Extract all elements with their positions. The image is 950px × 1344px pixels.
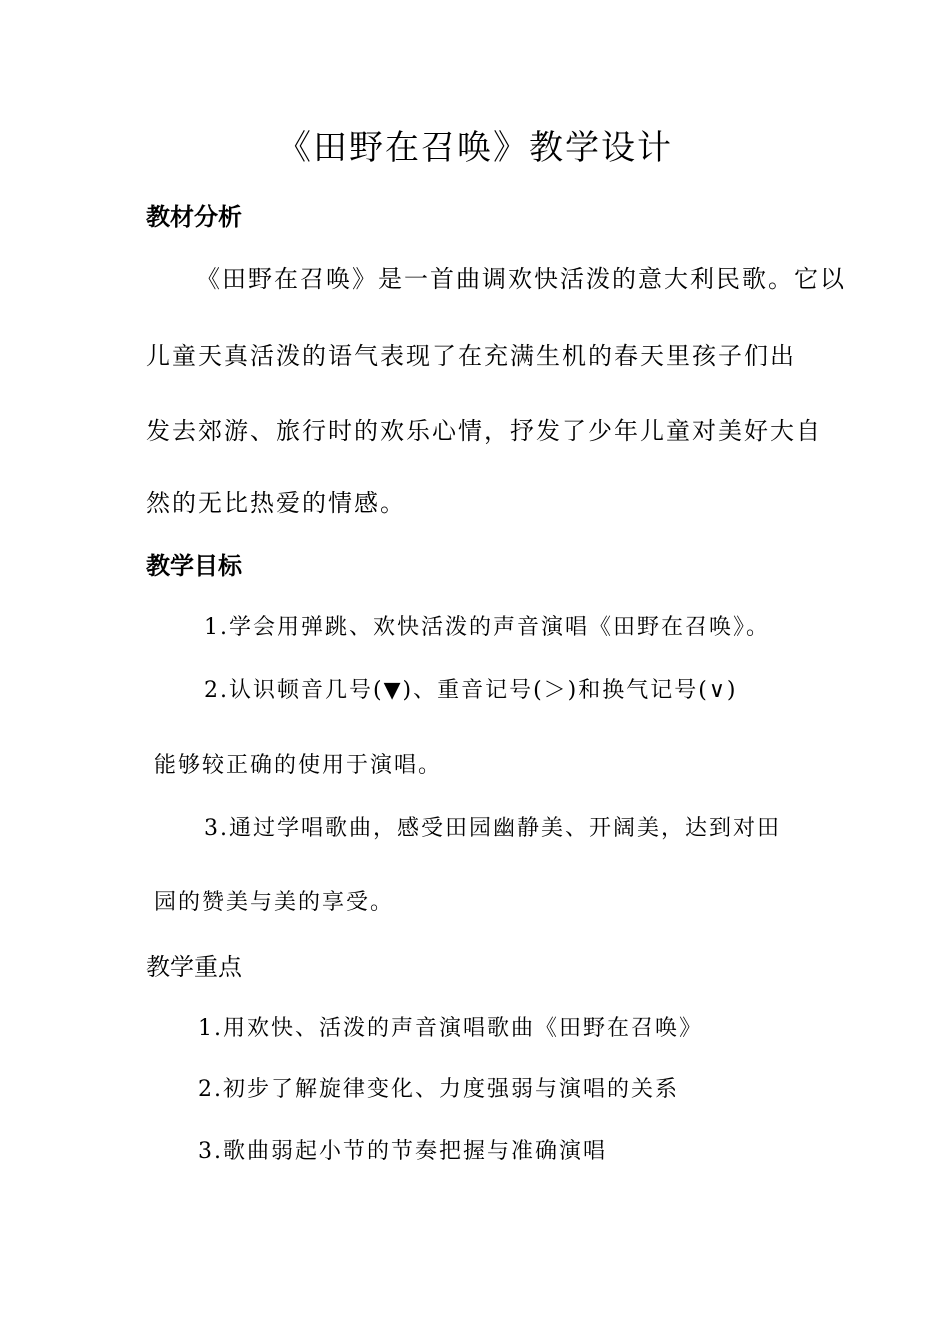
section-heading-material-analysis: 教材分析: [146, 203, 242, 231]
paragraph-line: 儿童天真活泼的语气表现了在充满生机的春天里孩子们出: [146, 342, 796, 370]
focus-item-1: 1.用欢快、活泼的声音演唱歌曲《田野在召唤》: [198, 1016, 703, 1041]
paragraph-line: 然的无比热爱的情感。: [146, 489, 406, 517]
section-heading-teaching-goals: 教学目标: [146, 552, 242, 580]
section-heading-teaching-focus: 教学重点: [146, 953, 242, 981]
goal-item-1: 1.学会用弹跳、欢快活泼的声音演唱《田野在召唤》。: [204, 615, 770, 640]
goal-item-3-line2: 园的赞美与美的享受。: [154, 890, 395, 915]
paragraph-line: 发去郊游、旅行时的欢乐心情，抒发了少年儿童对美好大自: [146, 417, 822, 445]
goal-item-3-line1: 3.通过学唱歌曲，感受田园幽静美、开阔美，达到对田: [204, 816, 781, 841]
focus-item-2: 2.初步了解旋律变化、力度强弱与演唱的关系: [198, 1077, 679, 1102]
goal-item-2-line1: 2.认识顿音几号(▼)、重音记号(＞)和换气记号(∨): [204, 678, 738, 703]
goal-item-2-line2: 能够较正确的使用于演唱。: [154, 753, 443, 778]
focus-item-3: 3.歌曲弱起小节的节奏把握与准确演唱: [198, 1139, 607, 1164]
document-title: 《田野在召唤》教学设计: [277, 128, 673, 168]
paragraph-line: 《田野在召唤》是一首曲调欢快活泼的意大利民歌。它以: [196, 265, 846, 293]
